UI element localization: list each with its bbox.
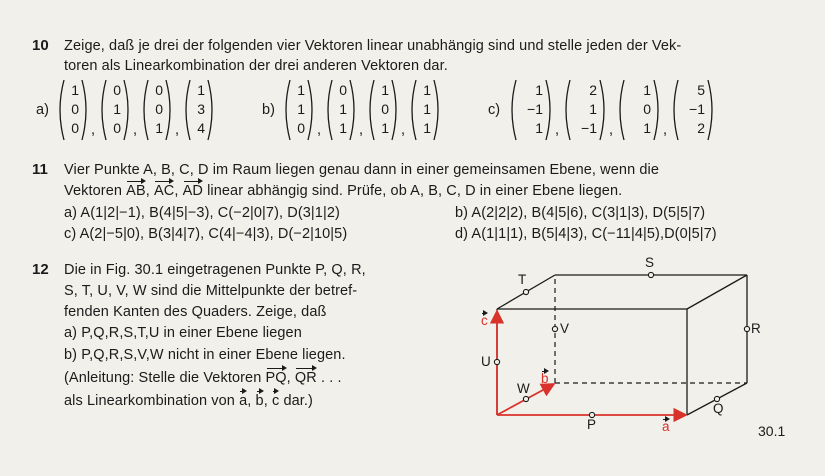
label-p: P xyxy=(587,417,597,432)
vector-component: 1 xyxy=(535,82,543,98)
cuboid-drawing xyxy=(455,255,800,470)
task-12-last-post: dar.) xyxy=(279,393,313,409)
vector-component: 1 xyxy=(589,101,597,117)
vector-component: 1 xyxy=(381,120,389,136)
task-11-line-2 xyxy=(64,181,622,201)
vector-component: 1 xyxy=(381,82,389,98)
task-11-line-1: Vier Punkte A, B, C, D im Raum liegen genau dann in einer gemeinsamen Ebene, wenn die xyxy=(64,162,660,178)
vector-component: 0 xyxy=(71,120,79,136)
task-12-hint-sep: , xyxy=(286,370,295,386)
vector-component: 1 xyxy=(113,101,121,117)
column-vector xyxy=(324,78,358,142)
column-vector xyxy=(282,78,316,142)
point-w xyxy=(523,396,528,401)
label-w: W xyxy=(517,381,530,396)
task-11-part-b: b) A(2|2|2), B(4|5|6), C(3|1|3), D(5|5|7) xyxy=(455,205,706,221)
vector-component: 1 xyxy=(535,120,543,136)
label-s: S xyxy=(645,255,655,270)
vector-component: 0 xyxy=(113,120,121,136)
vector-ac: AC xyxy=(153,183,175,199)
task-11-number: 11 xyxy=(32,161,48,178)
vector-separator: , xyxy=(359,122,364,138)
vector-component: 1 xyxy=(423,101,431,117)
vector-separator: , xyxy=(133,122,138,138)
label-vector-c: c xyxy=(481,313,488,328)
vector-component: 1 xyxy=(339,120,347,136)
label-q: Q xyxy=(713,401,724,416)
column-vector xyxy=(616,78,662,142)
vector-component: 4 xyxy=(197,120,205,136)
task-12-hint xyxy=(64,368,342,388)
figure-cuboid xyxy=(455,255,800,470)
vector-component: 1 xyxy=(155,120,163,136)
vector-component: 1 xyxy=(339,101,347,117)
vector-component: 1 xyxy=(197,82,205,98)
task-12-line-1: Die in Fig. 30.1 eingetragenen Punkte P, Q, R, xyxy=(64,262,366,278)
vector-component: −1 xyxy=(689,101,705,117)
vector-component: −1 xyxy=(527,101,543,117)
task-10-line-2: toren als Linearkombination der drei anderen Vektoren dar. xyxy=(64,58,448,74)
column-vector xyxy=(366,78,400,142)
label-u: U xyxy=(481,354,491,369)
point-v xyxy=(552,326,557,331)
point-r xyxy=(744,326,749,331)
task-11-part-a: a) A(1|2|−1), B(4|5|−3), C(−2|0|7), D(3|1|2) xyxy=(64,205,340,221)
vector-separator: , xyxy=(401,122,406,138)
vector-separator: , xyxy=(317,122,322,138)
task-12-last-pre: als Linearkombination von xyxy=(64,393,240,409)
task-12-last-sep-2: , xyxy=(263,393,272,409)
vector-group-label: b) xyxy=(262,102,275,118)
vector-component: 0 xyxy=(113,82,121,98)
task-12-hint-pre: (Anleitung: Stelle die Vektoren xyxy=(64,370,266,386)
vector-parentheses xyxy=(616,78,662,142)
vector-component: 2 xyxy=(589,82,597,98)
vector-component: 0 xyxy=(155,101,163,117)
vector-component: 0 xyxy=(155,82,163,98)
task-10-number: 10 xyxy=(32,37,49,54)
vector-component: 3 xyxy=(197,101,205,117)
vector-pq: PQ xyxy=(265,370,287,386)
vector-ad: AD xyxy=(182,183,203,199)
vector-ab: AB xyxy=(126,183,146,199)
vector-qr: QR xyxy=(294,370,317,386)
task-12-line-5: b) P,Q,R,S,V,W nicht in einer Ebene liegen. xyxy=(64,347,346,363)
task-12-line-3: fenden Kanten des Quaders. Zeige, daß xyxy=(64,304,327,320)
vector-component: 2 xyxy=(697,120,705,136)
task-12-line-4: a) P,Q,R,S,T,U in einer Ebene liegen xyxy=(64,325,302,341)
point-u xyxy=(494,359,499,364)
vector-c-text: c xyxy=(271,393,280,409)
label-t: T xyxy=(518,272,527,287)
vector-component: 0 xyxy=(643,101,651,117)
point-s xyxy=(648,272,653,277)
vector-component: 0 xyxy=(71,101,79,117)
column-vector xyxy=(140,78,174,142)
vector-component: 1 xyxy=(297,82,305,98)
vector-component: 1 xyxy=(643,82,651,98)
label-r: R xyxy=(751,321,761,336)
column-vector xyxy=(182,78,216,142)
vector-separator: , xyxy=(609,122,614,138)
vector-component: 1 xyxy=(423,82,431,98)
task-11-line-2-pre: Vektoren xyxy=(64,183,127,199)
column-vector xyxy=(408,78,442,142)
vector-component: 0 xyxy=(381,101,389,117)
task-11-sep-1: , xyxy=(145,183,154,199)
vector-separator: , xyxy=(663,122,668,138)
column-vector xyxy=(508,78,554,142)
label-v: V xyxy=(560,321,570,336)
vector-component: 1 xyxy=(71,82,79,98)
vector-separator: , xyxy=(91,122,96,138)
label-vector-b: b xyxy=(541,371,549,386)
vector-component: 1 xyxy=(297,101,305,117)
vector-separator: , xyxy=(175,122,180,138)
vector-component: 1 xyxy=(643,120,651,136)
vector-a-text: a xyxy=(239,393,248,409)
figure-caption: 30.1 xyxy=(758,423,786,439)
vector-component: −1 xyxy=(581,120,597,136)
task-12-last-line xyxy=(64,391,313,411)
vector-group-label: c) xyxy=(488,102,501,118)
task-12-hint-post: . . . xyxy=(316,370,342,386)
vector-component: 5 xyxy=(697,82,705,98)
point-t xyxy=(523,289,528,294)
vector-group-label: a) xyxy=(36,102,49,118)
column-vector xyxy=(98,78,132,142)
vector-component: 0 xyxy=(339,82,347,98)
vector-component: 1 xyxy=(423,120,431,136)
vector-b-text: b xyxy=(255,393,264,409)
task-10-line-1: Zeige, daß je drei der folgenden vier Vektoren linear unabhängig sind und stelle jeden der Vek- xyxy=(64,38,682,54)
task-12-line-2: S, T, U, V, W sind die Mittelpunkte der betref- xyxy=(64,283,358,299)
vector-component: 0 xyxy=(297,120,305,136)
column-vector xyxy=(56,78,90,142)
column-vector xyxy=(562,78,608,142)
vector-separator: , xyxy=(555,122,560,138)
column-vector xyxy=(670,78,716,142)
label-vector-a: a xyxy=(662,419,670,434)
task-11-sep-2: , xyxy=(174,183,183,199)
task-11-line-2-post: linear abhängig sind. Prüfe, ob A, B, C, D in einer Ebene liegen. xyxy=(202,183,623,199)
task-12-number: 12 xyxy=(32,261,49,278)
task-12-last-sep-1: , xyxy=(247,393,256,409)
task-11-part-c: c) A(2|−5|0), B(3|4|7), C(4|−4|3), D(−2|10|5) xyxy=(64,226,348,242)
task-11-part-d: d) A(1|1|1), B(5|4|3), C(−11|4|5),D(0|5|7) xyxy=(455,226,717,242)
